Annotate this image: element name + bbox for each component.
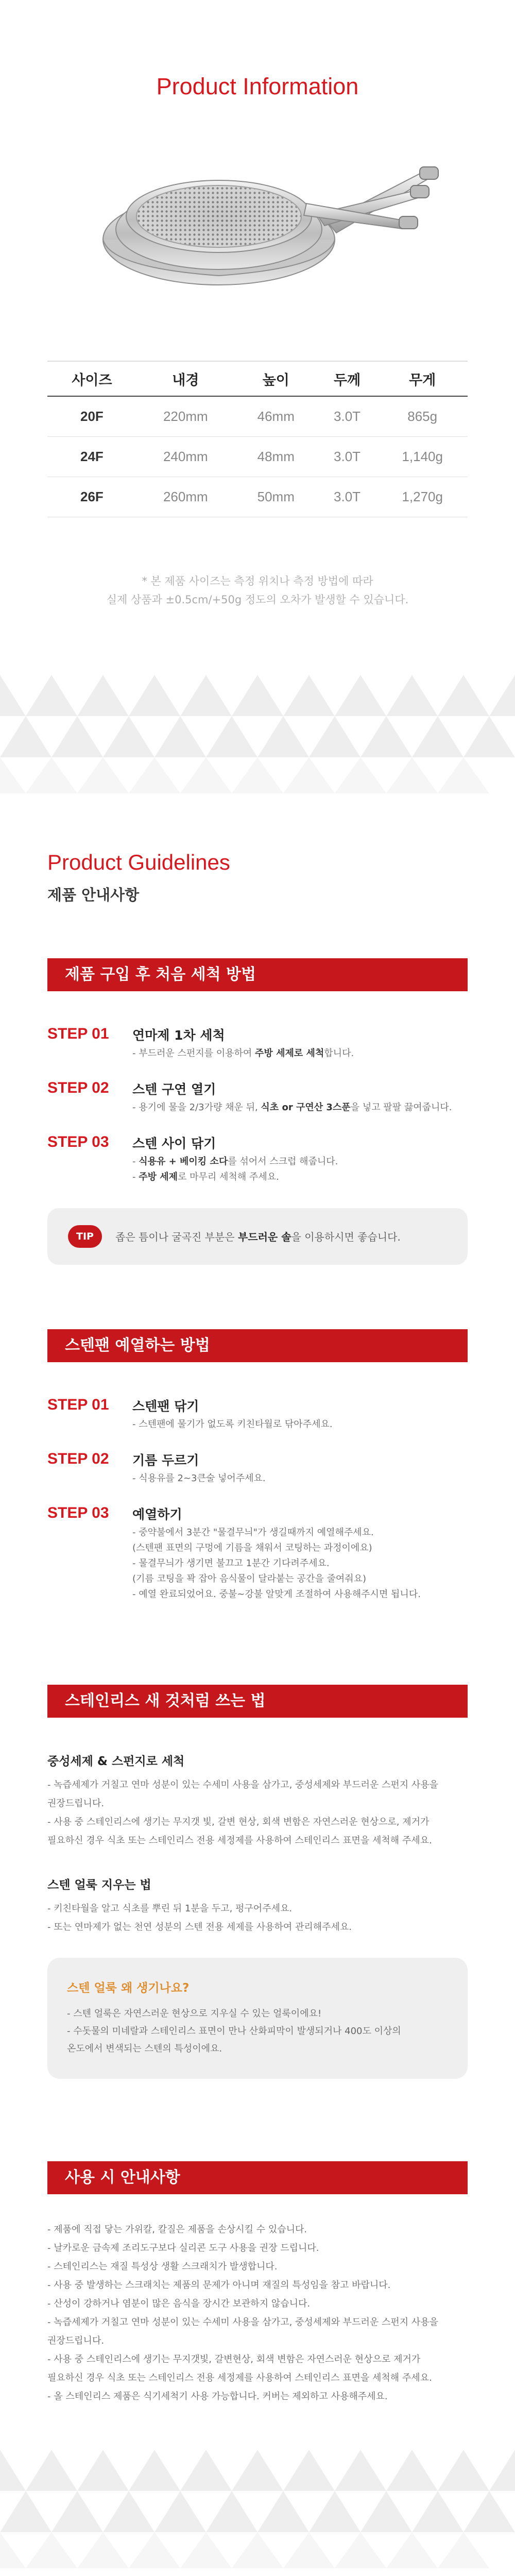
stain-reason-lines — [67, 2005, 458, 2058]
step-title: 스텐팬 닦기 — [132, 1399, 199, 1414]
stain-reason-title: 스텐 얼룩 왜 생기나요? — [67, 1981, 190, 1995]
block-line: - 녹즙세제가 거칠고 연마 성분이 있는 수세미 사용을 삼가고, 중성세제와 부드러운 스펀지 사용을 — [47, 1780, 439, 1790]
table-cell: 48mm — [235, 437, 317, 477]
table-cell: 1,140g — [377, 437, 468, 477]
table-cell: 26F — [47, 477, 136, 517]
step-text-bold: 주방 세제로 세척 — [255, 1048, 324, 1059]
step-text: - — [132, 1172, 139, 1182]
step-label: STEP 01 — [47, 1396, 109, 1413]
tip-text — [115, 1229, 401, 1244]
table-cell: 240mm — [136, 437, 235, 477]
guidelines-subtitle: 제품 안내사항 — [47, 886, 140, 904]
frying-pan-illustration — [90, 144, 451, 299]
product-info-title: Product Information — [156, 73, 359, 99]
section-heading-preheat: 스텐팬 예열하는 방법 — [47, 1329, 468, 1362]
usage-line: 권장드립니다. — [47, 2335, 105, 2346]
tip-badge: TIP — [68, 1225, 102, 1248]
usage-line: - 산성이 강하거나 염분이 많은 음식을 장시간 보관하지 않습니다. — [47, 2298, 311, 2309]
step-text: - 물결무늬가 생기면 불끄고 1분간 기다려주세요. — [132, 1558, 330, 1569]
step-description — [132, 1417, 467, 1432]
step-text: 합니다. — [324, 1048, 354, 1059]
section-heading-usage: 사용 시 안내사항 — [47, 2161, 468, 2194]
block-title: 중성세제 & 스펀지로 세척 — [47, 1755, 185, 1768]
spec-note — [0, 572, 515, 609]
step-description — [132, 1154, 467, 1185]
step-text-bold: 주방 세제 — [139, 1172, 178, 1182]
triangle-pattern — [0, 2439, 515, 2568]
block-line: - 또는 연마제가 없는 천연 성분의 스텐 전용 세제를 사용하여 관리해주세요. — [47, 1922, 352, 1933]
step-title: 스텐 사이 닦기 — [132, 1136, 216, 1151]
tip-text-part: 좁은 틈이나 굴곡진 부분은 — [115, 1231, 238, 1243]
col-header-weight: 무게 — [377, 361, 468, 396]
neutral-detergent-block — [47, 1752, 468, 1850]
usage-line: - 올 스테인리스 제품은 식기세척기 사용 가능합니다. 커버는 제외하고 사용해주세요. — [47, 2391, 388, 2402]
step-text: - 식용유를 2~3큰술 넣어주세요. — [132, 1473, 266, 1484]
step-label: STEP 01 — [47, 1025, 109, 1042]
usage-line: - 스테인리스는 재질 특성상 생활 스크래치가 발생합니다. — [47, 2261, 278, 2272]
stain-reason-line: - 수돗물의 미네랄과 스테인리스 표면이 만나 산화피막이 발생되거나 400도 이상의 — [67, 2026, 401, 2037]
triangle-pattern-band — [0, 665, 515, 793]
usage-line: 필요하신 경우 식초 또는 스테인리스 전용 세정제를 사용하여 스테인리스 표면을 세척해 주세요. — [47, 2372, 432, 2383]
step-label: STEP 02 — [47, 1079, 109, 1096]
table-cell: 20F — [47, 396, 136, 437]
table-cell: 220mm — [136, 396, 235, 437]
usage-line: - 녹즙세제가 거칠고 연마 성분이 있는 수세미 사용을 삼가고, 중성세제와 부드러운 스펀지 사용을 — [47, 2317, 439, 2328]
step-text: 를 섞어서 스크럽 해줍니다. — [228, 1156, 338, 1167]
table-cell: 865g — [377, 396, 468, 437]
usage-notes — [47, 2221, 468, 2406]
tip-text-part: 을 이용하시면 좋습니다. — [291, 1231, 401, 1243]
step-text-bold: 식초 or 구연산 3스푼 — [261, 1102, 351, 1113]
usage-line: - 날카로운 금속제 조리도구보다 실리콘 도구 사용을 권장 드립니다. — [47, 2243, 319, 2253]
tip-box — [47, 1208, 468, 1265]
tip-text-bold: 부드러운 솔 — [237, 1231, 291, 1243]
step-text: 을 넣고 팔팔 끓여줍니다. — [350, 1102, 452, 1113]
step-title: 기름 두르기 — [132, 1453, 199, 1468]
usage-line: - 제품에 직접 닿는 가위칼, 칼질은 제품을 손상시킬 수 있습니다. — [47, 2224, 307, 2235]
spec-table-header-row — [47, 361, 468, 396]
table-cell: 3.0T — [317, 396, 377, 437]
step-description — [132, 1100, 467, 1115]
step-label: STEP 03 — [47, 1133, 109, 1150]
triangle-pattern-band — [0, 2439, 515, 2568]
step-label: STEP 03 — [47, 1504, 109, 1521]
table-cell: 3.0T — [317, 477, 377, 517]
guidelines-title: Product Guidelines — [47, 850, 230, 874]
spec-table — [47, 361, 468, 517]
table-cell: 24F — [47, 437, 136, 477]
col-header-thickness: 두께 — [317, 361, 377, 396]
spec-note-line: 실제 상품과 ±0.5cm/+50g 정도의 오차가 발생할 수 있습니다. — [106, 594, 409, 606]
step-text: 로 마무리 세척해 주세요. — [178, 1172, 279, 1182]
col-header-height: 높이 — [235, 361, 317, 396]
step-description — [132, 1046, 467, 1061]
step-text: (스텐팬 표면의 구멍에 기름을 채워서 코팅하는 과정이에요) — [132, 1543, 372, 1553]
usage-line: - 사용 중 발생하는 스크래치는 제품의 문제가 아니며 재질의 특성임을 참고 바랍니다. — [47, 2280, 391, 2291]
spec-note-line: * 본 제품 사이즈는 측정 위치나 측정 방법에 따라 — [142, 575, 373, 587]
table-cell: 1,270g — [377, 477, 468, 517]
block-line: - 사용 중 스테인리스에 생기는 무지갯 빛, 갈변 현상, 회색 변함은 자연스러운 현상으로, 제거가 — [47, 1817, 430, 1827]
step-text: (기름 코팅을 꽉 잡아 음식물이 달라붙는 공간을 줄여줘요) — [132, 1573, 367, 1584]
stain-reason-line: 온도에서 변색되는 스텐의 특성이에요. — [67, 2043, 222, 2054]
block-line: 권장드립니다. — [47, 1798, 105, 1809]
table-cell: 46mm — [235, 396, 317, 437]
table-row — [47, 477, 468, 517]
step-text: - 중약불에서 3분간 "물결무늬"가 생길때까지 예열해주세요. — [132, 1527, 374, 1538]
stain-reason-box — [47, 1958, 468, 2079]
step-title: 스텐 구연 열기 — [132, 1082, 216, 1097]
step-text: - 부드러운 스펀지를 이용하여 — [132, 1048, 255, 1059]
table-cell: 260mm — [136, 477, 235, 517]
section-heading-like-new: 스테인리스 새 것처럼 쓰는 법 — [47, 1685, 468, 1718]
stain-reason-line: - 스텐 얼룩은 자연스러운 현상으로 지우실 수 있는 얼룩이에요! — [67, 2008, 322, 2019]
step-label: STEP 02 — [47, 1450, 109, 1467]
pan-set-image — [90, 144, 451, 299]
table-row — [47, 396, 468, 437]
triangle-pattern — [0, 665, 515, 793]
stain-removal-block — [47, 1875, 468, 1937]
step-text: - 스텐팬에 물기가 없도록 키친타월로 닦아주세요. — [132, 1419, 333, 1430]
step-text-bold: 식용유 + 베이킹 소다 — [139, 1156, 228, 1167]
table-row — [47, 437, 468, 477]
step-title: 연마제 1차 세척 — [132, 1028, 225, 1043]
step-description — [132, 1525, 467, 1602]
table-cell: 3.0T — [317, 437, 377, 477]
col-header-diameter: 내경 — [136, 361, 235, 396]
step-text: - — [132, 1156, 139, 1167]
col-header-size: 사이즈 — [47, 361, 136, 396]
step-text: - 용기에 물을 2/3가량 채운 뒤, — [132, 1102, 261, 1113]
section-heading-first-wash: 제품 구입 후 처음 세척 방법 — [47, 958, 468, 991]
step-description — [132, 1471, 467, 1486]
block-line: 필요하신 경우 식초 또는 스테인리스 전용 세정제를 사용하여 스테인리스 표면을 세척해 주세요. — [47, 1835, 432, 1846]
block-title: 스텐 얼룩 지우는 법 — [47, 1878, 151, 1892]
step-text: - 예열 완료되었어요. 중불~강불 알맞게 조절하여 사용해주시면 됩니다. — [132, 1589, 421, 1600]
usage-line: - 사용 중 스테인리스에 생기는 무지갯빛, 갈변현상, 회색 변함은 자연스러운 현상으로 제거가 — [47, 2354, 421, 2365]
block-line: - 키친타월을 알고 식초를 뿌린 뒤 1분을 두고, 펑구어주세요. — [47, 1903, 293, 1914]
table-cell: 50mm — [235, 477, 317, 517]
step-title: 예열하기 — [132, 1507, 182, 1522]
